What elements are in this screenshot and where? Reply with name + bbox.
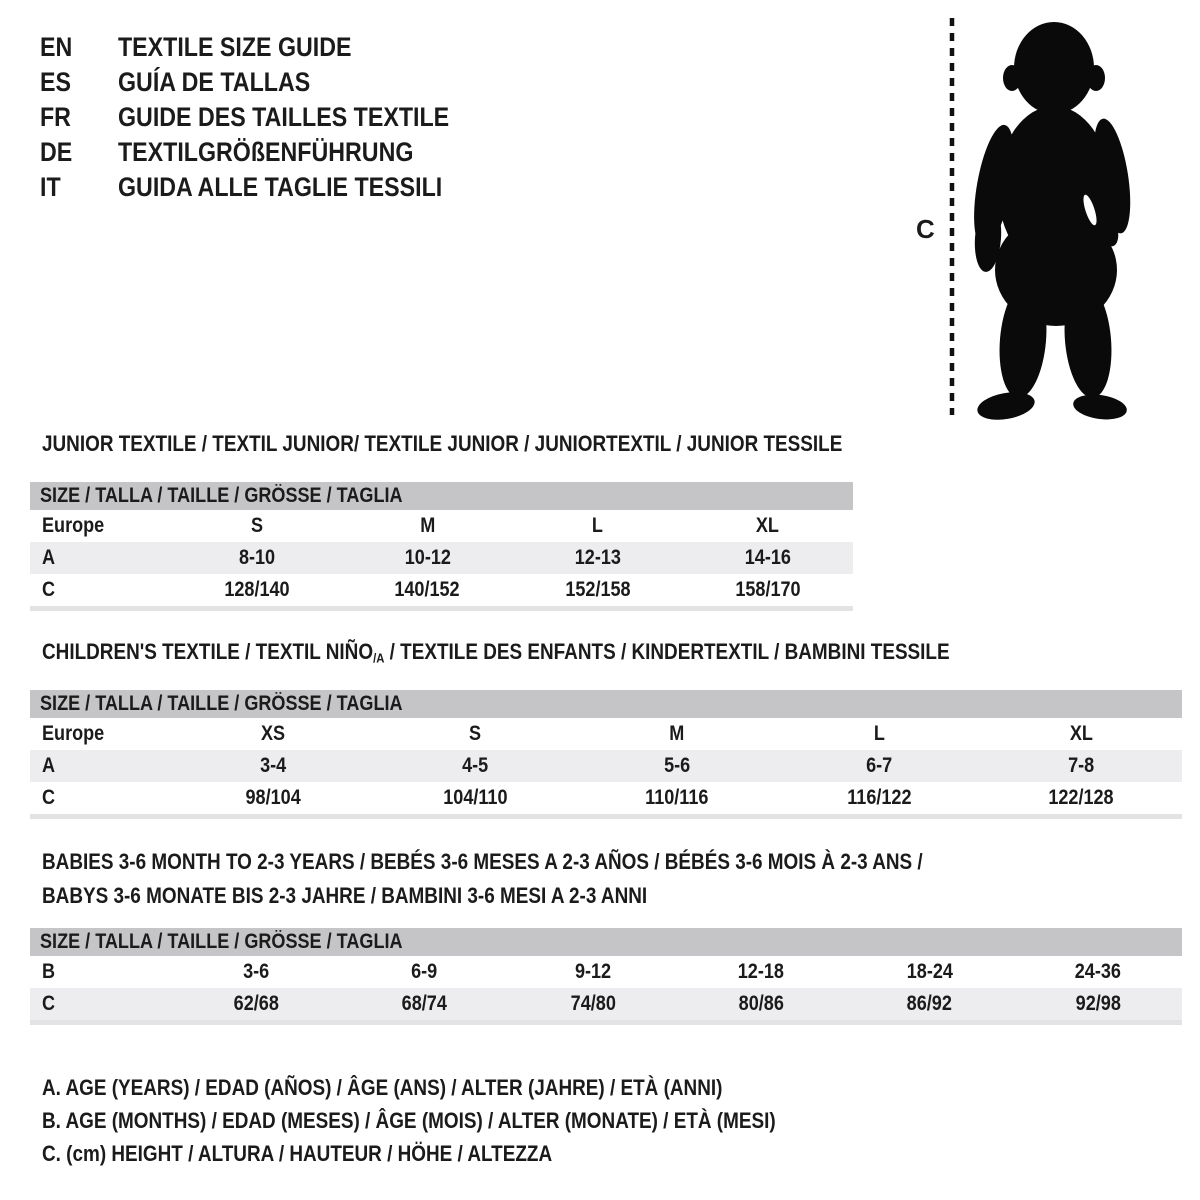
legend [42,1071,895,1170]
cell-text: 3-6 [243,960,270,983]
value-cell [509,992,677,1016]
cell-text: C [42,992,56,1015]
value-cell [1014,992,1182,1016]
table-row [30,718,1182,750]
language-row [40,100,503,135]
value-cell [172,546,342,570]
value-cell [778,786,980,810]
value-cell [340,992,508,1016]
children-title-pre: CHILDREN'S TEXTILE / TEXTIL NIÑO [42,639,374,664]
cell-text: 140/152 [394,578,461,601]
children-section-title-text [42,640,950,671]
cell-text: 98/104 [245,786,301,809]
value-cell [374,754,576,778]
table-row [30,956,1182,988]
cell-text: 80/86 [738,992,784,1015]
cell-text: S [251,514,264,537]
cell-text: 14-16 [744,546,791,569]
cell-text: XL [756,514,780,537]
value-cell [683,578,853,602]
value-cell [513,578,683,602]
value-cell [980,786,1182,810]
language-code: DE [40,137,73,167]
table-row [30,750,1182,782]
cell-text: 110/116 [645,786,709,809]
cell-text: 6-9 [411,960,438,983]
children-table-rows [30,718,1182,814]
measure-c-label: C [916,214,935,244]
size-table-header-text: SIZE / TALLA / TAILLE / GRÖSSE / TAGLIA [40,930,403,953]
cell-text: A [42,754,56,777]
value-cell [513,546,683,570]
value-cell [172,722,374,746]
table-row [30,988,1182,1020]
guide-title: TEXTILE SIZE GUIDE [118,32,352,62]
value-cell [778,722,980,746]
cell-text: 122/128 [1048,786,1114,809]
value-cell [509,960,677,984]
cell-text: 152/158 [564,578,631,601]
cell-text: 158/170 [735,578,801,601]
cell-text: S [468,722,482,745]
legend-line-a-text: A. AGE (YEARS) / EDAD (AÑOS) / ÂGE (ANS) / ALTER (JAHRE) / ETÀ (ANNI) [42,1074,723,1100]
size-table-header [30,928,1182,956]
legend-line-a [42,1071,895,1104]
cell-text: 7-8 [1067,754,1095,777]
junior-table-rows [30,510,853,606]
cell-text: Europe [42,722,105,745]
table-row [30,542,853,574]
value-cell [778,754,980,778]
row-label-cell [30,786,172,810]
cell-text: C [42,578,56,601]
language-code: EN [40,32,73,62]
value-cell [172,754,374,778]
cell-text: M [669,722,685,745]
cell-text: 4-5 [461,754,489,777]
babies-section-title-line2 [42,884,746,908]
cell-text: 86/92 [906,992,953,1015]
legend-line-c [42,1137,895,1170]
children-title-post: / TEXTILE DES ENFANTS / KINDERTEXTIL / BAMBINI TESSILE [384,639,950,664]
row-label-cell [30,992,172,1016]
cell-text: 12-18 [738,960,785,983]
value-cell [677,960,845,984]
guide-title: GUIDE DES TAILLES TEXTILE [118,102,450,132]
guide-title: TEXTILGRÖßENFÜHRUNG [118,137,414,167]
cell-text: Europe [42,514,105,537]
value-cell [342,546,512,570]
cell-text: 128/140 [224,578,290,601]
cell-text: C [42,786,56,809]
table-row [30,574,853,606]
height-measure-figure [880,8,1180,432]
value-cell [172,960,340,984]
value-cell [980,722,1182,746]
language-row [40,170,503,205]
value-cell [845,992,1013,1016]
value-cell [683,546,853,570]
cell-text: 74/80 [570,992,616,1015]
children-title-subscript: /A [373,650,385,666]
cell-text: A [42,546,56,569]
legend-line-b [42,1104,895,1137]
cell-text: 24-36 [1074,960,1121,983]
cell-text: 5-6 [663,754,691,777]
size-table-header [30,482,853,510]
size-table-header-text: SIZE / TALLA / TAILLE / GRÖSSE / TAGLIA [40,484,403,507]
row-label-cell [30,722,172,746]
cell-text: L [873,722,885,745]
cell-text: 92/98 [1075,992,1121,1015]
value-cell [980,754,1182,778]
value-cell [576,754,778,778]
cell-text: 62/68 [233,992,279,1015]
cell-text: 12-13 [574,546,621,569]
value-cell [683,514,853,538]
size-table-header-text: SIZE / TALLA / TAILLE / GRÖSSE / TAGLIA [40,692,403,715]
value-cell [342,578,512,602]
cell-text: 68/74 [401,992,448,1015]
language-code: IT [40,172,61,202]
value-cell [342,514,512,538]
cell-text: 18-24 [906,960,953,983]
language-code: FR [40,102,71,132]
legend-line-c-text: C. (cm) HEIGHT / ALTURA / HAUTEUR / HÖHE / ALTEZZA [42,1140,553,1166]
value-cell [172,786,374,810]
table-row [30,782,1182,814]
children-size-table [30,690,1182,819]
language-title-list [40,30,503,205]
value-cell [172,514,342,538]
cell-text: XS [260,722,286,745]
cell-text: 3-4 [259,754,287,777]
value-cell [845,960,1013,984]
cell-text: 9-12 [574,960,611,983]
cell-text: XL [1069,722,1093,745]
babies-title-line1-text: BABIES 3-6 MONTH TO 2-3 YEARS / BEBÉS 3-6 MESES A 2-3 AÑOS / BÉBÉS 3-6 MOIS À 2-3 ANS / [42,849,923,874]
cell-text: B [42,960,56,983]
cell-text: 116/122 [846,786,912,809]
cell-text: 6-7 [865,754,893,777]
babies-title-line2-text: BABYS 3-6 MONATE BIS 2-3 JAHRE / BAMBINI 3-6 MESI A 2-3 ANNI [42,883,648,908]
row-label-cell [30,514,172,538]
language-row [40,135,503,170]
value-cell [172,578,342,602]
children-section-title [42,640,1097,671]
value-cell [1014,960,1182,984]
guide-title: GUIDA ALLE TAGLIE TESSILI [118,172,443,202]
junior-size-table [30,482,853,611]
row-label-cell [30,546,172,570]
language-row [40,30,503,65]
cell-text: L [592,514,604,537]
language-code: ES [40,67,71,97]
cell-text: 10-12 [404,546,451,569]
value-cell [677,992,845,1016]
row-label-cell [30,578,172,602]
junior-section-title-text: JUNIOR TEXTILE / TEXTIL JUNIOR/ TEXTILE JUNIOR / JUNIORTEXTIL / JUNIOR TESSILE [42,431,843,456]
toddler-silhouette-icon [938,8,1168,423]
value-cell [374,722,576,746]
value-cell [576,786,778,810]
row-label-cell [30,960,172,984]
cell-text: 8-10 [239,546,276,569]
value-cell [513,514,683,538]
value-cell [576,722,778,746]
value-cell [340,960,508,984]
legend-line-b-text: B. AGE (MONTHS) / EDAD (MESES) / ÂGE (MOIS) / ALTER (MONATE) / ETÀ (MESI) [42,1107,776,1133]
babies-section-title-line1 [42,850,1066,874]
cell-text: 104/110 [442,786,508,809]
row-label-cell [30,754,172,778]
babies-table-rows [30,956,1182,1020]
value-cell [172,992,340,1016]
size-table-header [30,690,1182,718]
language-row [40,65,503,100]
babies-size-table [30,928,1182,1025]
cell-text: M [419,514,435,537]
table-row [30,510,853,542]
junior-section-title [42,432,973,456]
guide-title: GUÍA DE TALLAS [118,67,311,97]
value-cell [374,786,576,810]
